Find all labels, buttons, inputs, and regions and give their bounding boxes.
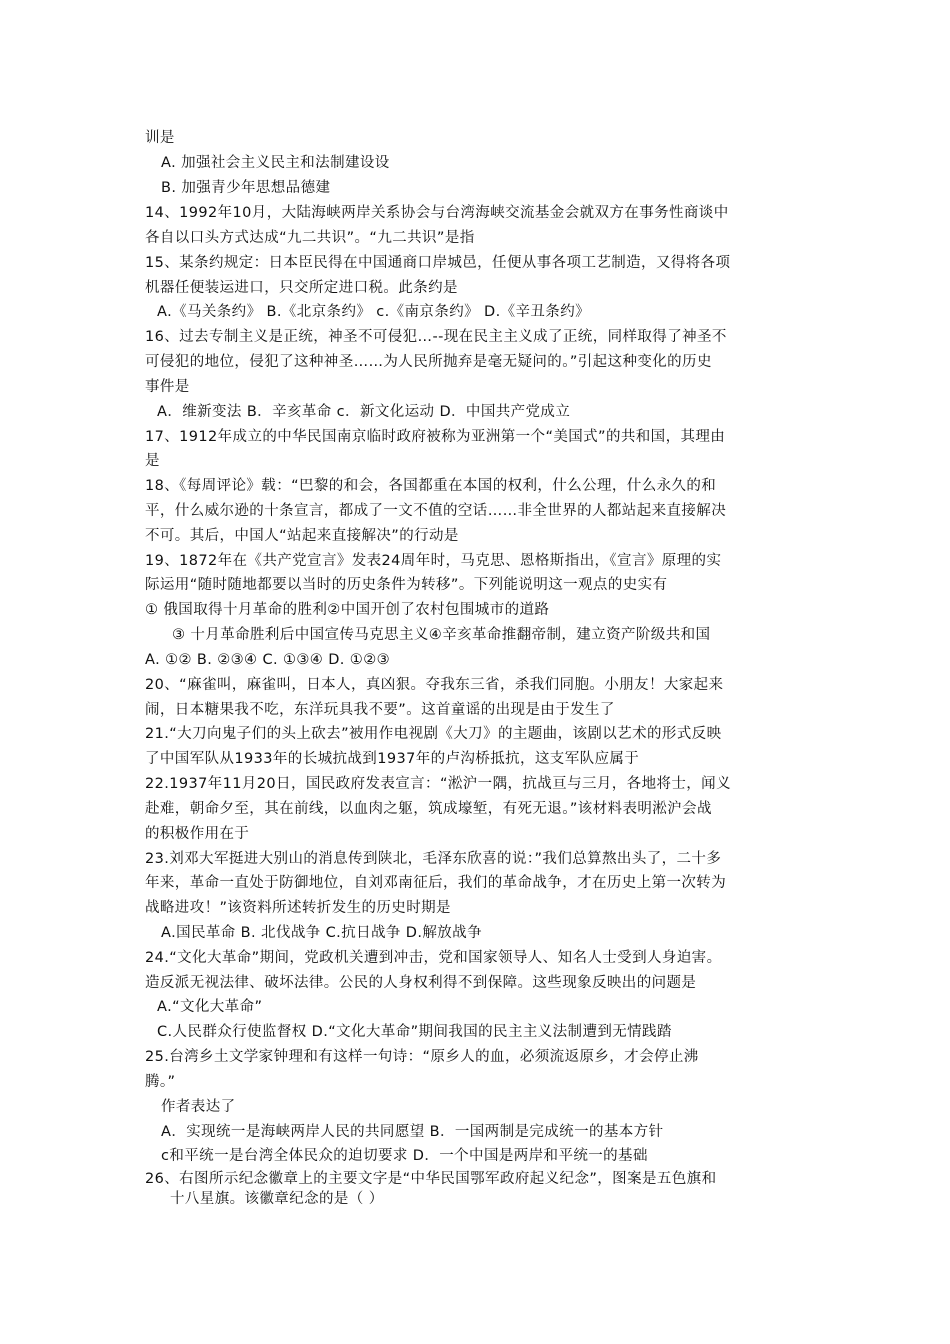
option-line: A．实现统一是海峡两岸人民的共同愿望 B．一国两制是完成统一的基本方针 [161,1124,664,1140]
text-line: ① 俄国取得十月革命的胜利②中国开创了农村包围城市的道路 [145,602,550,618]
text-line: 训是 [145,130,175,146]
question-21: 21.“大刀向鬼子们的头上砍去”被用作电视剧《大刀》的主题曲，该剧以艺术的形式反映 [145,726,722,742]
text-line: 赴难，朝命夕至，其在前线，以血肉之躯，筑成壕堑，有死无退。”该材料表明淞沪会战 [145,801,712,817]
text-line: 际运用“随时随地都要以当时的历史条件为转移”。下列能说明这一观点的史实有 [145,577,668,593]
text-line: ③ 十月革命胜利后中国宣传马克思主义④辛亥革命推翻帝制，建立资产阶级共和国 [172,627,711,643]
text-line: 各自以口头方式达成“九二共识”。“九二共识”是指 [145,230,475,246]
text-line: 十八星旗。该徽章纪念的是（ ） [170,1191,384,1207]
question-20: 20、“麻雀叫，麻雀叫，日本人，真凶狠。夺我东三省，杀我们同胞。小朋友！大家起来 [145,677,724,693]
text-line: 可侵犯的地位，侵犯了这种神圣……为人民所抛弃是毫无疑问的。”引起这种变化的历史 [145,354,712,370]
question-18: 18、《每周评论》载：“巴黎的和会，各国都重在本国的权利，什么公理，什么永久的和 [145,478,717,494]
text-line: 造反派无视法律、破坏法律。公民的人身权利得不到保障。这些现象反映出的问题是 [145,975,697,991]
question-15: 15、某条约规定：日本臣民得在中国通商口岸城邑，任便从事各项工艺制造，又得将各项 [145,255,731,271]
question-16: 16、过去专制主义是正统，神圣不可侵犯…--现在民主主义成了正统，同样取得了神圣不 [145,329,727,345]
option-line: c和平统一是台湾全体民众的迫切要求 D．一个中国是两岸和平统一的基础 [161,1148,648,1164]
question-19: 19、1872年在《共产党宣言》发表24周年时，马克思、恩格斯指出，《宣言》原理的实 [145,553,722,569]
question-14: 14、1992年10月，大陆海峡两岸关系协会与台湾海峡交流基金会就双方在事务性商谈中 [145,205,729,221]
question-23: 23.刘邓大军挺进大别山的消息传到陕北，毛泽东欣喜的说：”我们总算熬出头了，二十多 [145,851,722,867]
text-line: 了中国军队从1933年的长城抗战到1937年的卢沟桥抵抗，这支军队应属于 [145,751,640,767]
text-line: 的积极作用在于 [145,826,250,842]
question-17: 17、1912年成立的中华民国南京临时政府被称为亚洲第一个“美国式”的共和国，其理由 [145,429,726,445]
question-22: 22.1937年11月20日，国民政府发表宣言：“淞沪一隅，抗战亘与三月，各地将士，闻义 [145,776,731,792]
question-25: 25.台湾乡土文学家钟理和有这样一句诗：“原乡人的血，必须流返原乡，才会停止沸 [145,1049,699,1065]
option-line: A.“文化大革命” [157,999,263,1015]
text-line: 年来，革命一直处于防御地位，自刘邓南征后，我们的革命战争，才在历史上第一次转为 [145,875,727,891]
text-line: 闹，日本糖果我不吃，东洋玩具我不要”。这首童谣的出现是由于发生了 [145,702,615,718]
text-line: 平，什么威尔逊的十条宣言，都成了一文不值的空话……非全世界的人都站起来直接解决 [145,503,727,519]
text-line: 作者表达了 [161,1099,236,1115]
option-line: C.人民群众行使监督权 D.“文化大革命”期间我国的民主主义法制遭到无情践踏 [157,1024,672,1040]
text-line: 是 [145,453,160,469]
text-line: 腾。” [145,1074,176,1090]
text-line: 事件是 [145,379,190,395]
text-line: 不可。其后，中国人“站起来直接解决”的行动是 [145,528,459,544]
question-24: 24.“文化大革命”期间，党政机关遭到冲击，党和国家领导人、知名人士受到人身迫害。 [145,950,722,966]
option-line: B. 加强青少年思想品德建 [161,180,331,196]
text-line: 战略进攻！”该资料所述转折发生的历史时期是 [145,900,451,916]
option-line: A. ①② B. ②③④ C. ①③④ D. ①②③ [145,652,390,668]
option-line: A．维新变法 B．辛亥革命 c．新文化运动 D．中国共产党成立 [157,404,571,420]
question-26: 26、右图所示纪念徽章上的主要文字是“中华民国鄂军政府起义纪念”，图案是五色旗和 [145,1171,717,1187]
option-line: A.国民革命 B. 北伐战争 C.抗日战争 D.解放战争 [161,925,482,941]
option-line: A. 加强社会主义民主和法制建设设 [161,155,390,171]
option-line: A.《马关条约》 B.《北京条约》 c.《南京条约》 D.《辛丑条约》 [157,304,591,320]
text-line: 机器任便装运进口，只交所定进口税。此条约是 [145,280,458,296]
